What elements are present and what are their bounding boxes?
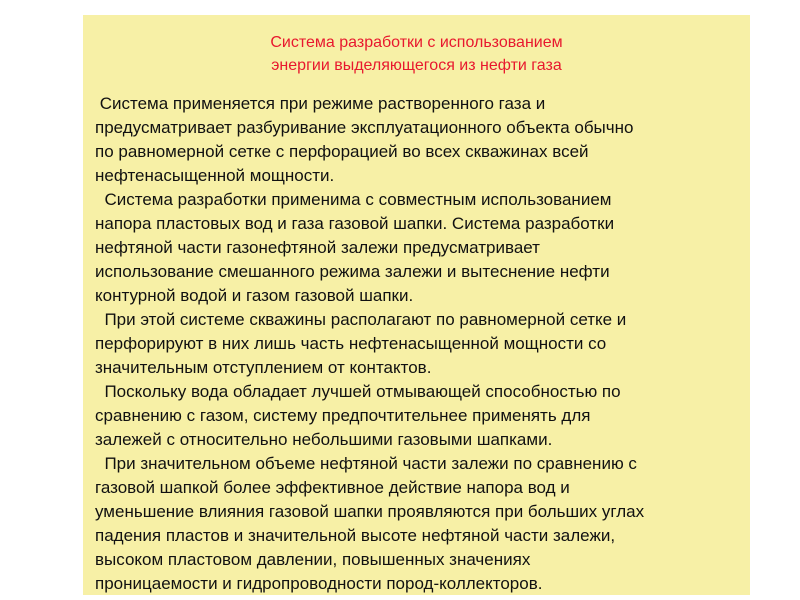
body-line: При этой системе скважины располагают по равномерной сетке и: [95, 310, 627, 329]
body-line: проницаемости и гидропроводности пород-коллекторов.: [95, 574, 543, 593]
body-line: по равномерной сетке с перфорацией во всех скважинах всей: [95, 142, 589, 161]
body-line: перфорируют в них лишь часть нефтенасыщенной мощности со: [95, 334, 607, 353]
title-line-1: Система разработки с использованием: [270, 34, 563, 51]
body-line: Поскольку вода обладает лучшей отмывающей способностью по: [95, 382, 621, 401]
body-line: газовой шапкой более эффективное действие напора вод и: [95, 478, 570, 497]
body-line: нефтяной части газонефтяной залежи предусматривает: [95, 238, 540, 257]
body-line: значительным отступлением от контактов.: [95, 358, 432, 377]
body-line: Система применяется при режиме растворенного газа и: [95, 94, 546, 113]
body-line: высоком пластовом давлении, повышенных значениях: [95, 550, 531, 569]
body-line: сравнению с газом, систему предпочтительнее применять для: [95, 406, 591, 425]
body-text: [95, 92, 745, 596]
title-line-2: энергии выделяющегося из нефти газа: [271, 57, 562, 74]
body-line: использование смешанного режима залежи и вытеснение нефти: [95, 262, 610, 281]
body-line: контурной водой и газом газовой шапки.: [95, 286, 414, 305]
body-line: нефтенасыщенной мощности.: [95, 166, 335, 185]
body-line: залежей с относительно небольшими газовыми шапками.: [95, 430, 553, 449]
body-line: предусматривает разбуривание эксплуатационного объекта обычно: [95, 118, 634, 137]
body-line: падения пластов и значительной высоте нефтяной части залежи,: [95, 526, 616, 545]
body-line: Система разработки применима с совместным использованием: [95, 190, 612, 209]
body-line: При значительном объеме нефтяной части залежи по сравнению с: [95, 454, 637, 473]
body-line: уменьшение влияния газовой шапки проявляются при больших углах: [95, 502, 645, 521]
body-line: напора пластовых вод и газа газовой шапки. Система разработки: [95, 214, 615, 233]
slide-panel: [83, 15, 750, 595]
